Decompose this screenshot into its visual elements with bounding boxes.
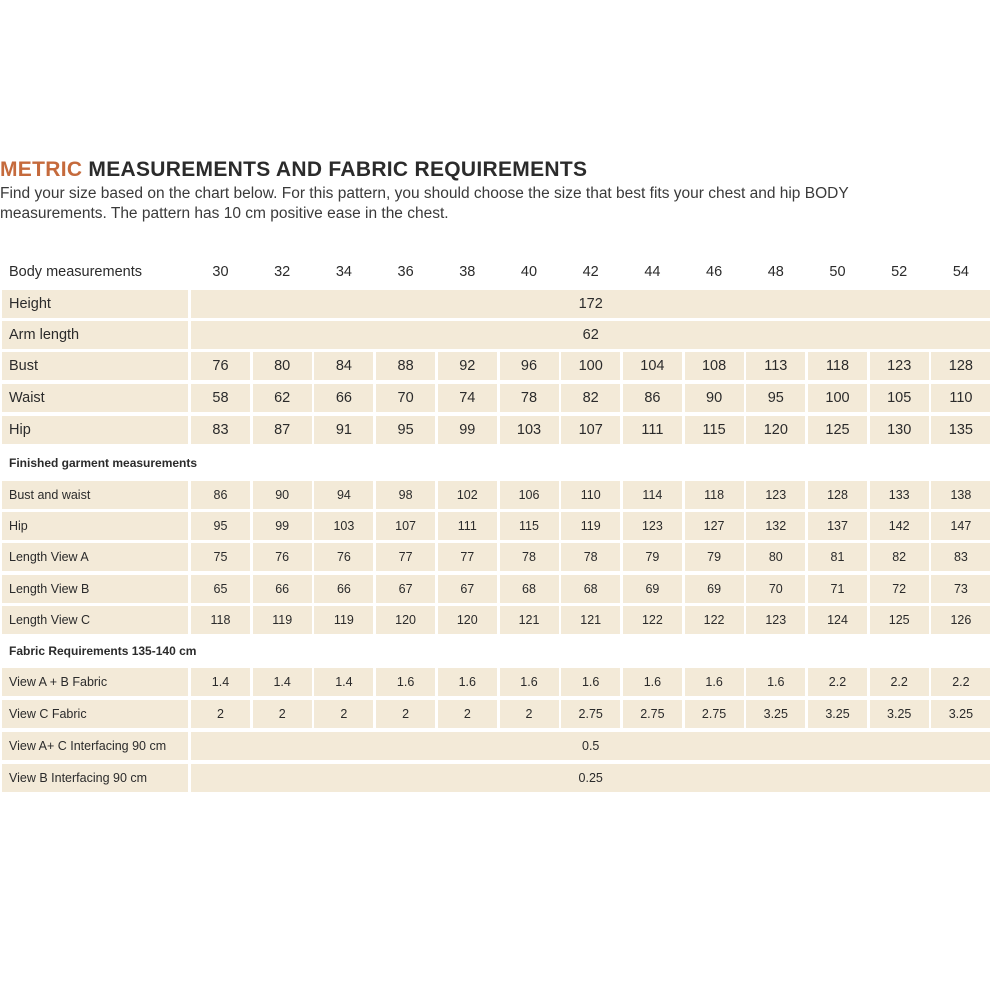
- table-cell: 99: [253, 512, 312, 540]
- header-label: Body measurements: [9, 264, 142, 280]
- table-cell: 142: [870, 512, 929, 540]
- table-cell: 124: [808, 606, 867, 634]
- table-cell: 1.6: [500, 668, 559, 696]
- table-cell: 75: [191, 543, 250, 571]
- table-cell: 122: [623, 606, 682, 634]
- table-cell: 128: [808, 481, 867, 509]
- table-cell: 133: [870, 481, 929, 509]
- table-cell: 99: [438, 416, 497, 444]
- table-cell: 110: [931, 384, 990, 412]
- table-cell: 2: [253, 700, 312, 728]
- table-cell: 102: [438, 481, 497, 509]
- table-cell: 111: [623, 416, 682, 444]
- table-cell: 138: [931, 481, 990, 509]
- size-header-46: 46: [706, 264, 723, 280]
- table-cell: 95: [376, 416, 435, 444]
- table-cell: 2.2: [870, 668, 929, 696]
- table-cell: 74: [438, 384, 497, 412]
- table-cell: 80: [746, 543, 805, 571]
- table-cell: 67: [438, 575, 497, 603]
- row-label-length-view-c: Length View C: [2, 606, 188, 634]
- section-title: Finished garment measurements: [9, 456, 198, 470]
- row-label-arm-length: Arm length: [2, 321, 188, 349]
- table-cell: 82: [870, 543, 929, 571]
- table-cell: 70: [376, 384, 435, 412]
- table-cell: 70: [746, 575, 805, 603]
- table-cell: 81: [808, 543, 867, 571]
- table-cell: 121: [500, 606, 559, 634]
- table-cell: 77: [376, 543, 435, 571]
- table-cell: 73: [931, 575, 990, 603]
- table-cell: 90: [685, 384, 744, 412]
- table-cell: 119: [561, 512, 620, 540]
- table-cell: 67: [376, 575, 435, 603]
- merged-cell: 0.25: [191, 764, 990, 792]
- size-header-30: 30: [212, 264, 229, 280]
- table-cell: 76: [191, 352, 250, 380]
- table-cell: 86: [191, 481, 250, 509]
- table-cell: 76: [314, 543, 373, 571]
- size-header-52: 52: [891, 264, 908, 280]
- table-cell: 87: [253, 416, 312, 444]
- table-cell: 114: [623, 481, 682, 509]
- table-cell: 68: [561, 575, 620, 603]
- size-header-44: 44: [644, 264, 661, 280]
- size-header-42: 42: [582, 264, 599, 280]
- table-cell: 2.75: [623, 700, 682, 728]
- table-cell: 66: [253, 575, 312, 603]
- table-cell: 110: [561, 481, 620, 509]
- table-cell: 1.6: [561, 668, 620, 696]
- table-cell: 98: [376, 481, 435, 509]
- table-cell: 78: [561, 543, 620, 571]
- table-cell: 100: [808, 384, 867, 412]
- table-cell: 95: [191, 512, 250, 540]
- table-cell: 107: [376, 512, 435, 540]
- table-cell: 137: [808, 512, 867, 540]
- table-cell: 3.25: [870, 700, 929, 728]
- table-cell: 88: [376, 352, 435, 380]
- table-cell: 71: [808, 575, 867, 603]
- table-cell: 72: [870, 575, 929, 603]
- table-cell: 78: [500, 543, 559, 571]
- table-cell: 123: [870, 352, 929, 380]
- table-cell: 3.25: [931, 700, 990, 728]
- page-title: [0, 158, 587, 182]
- table-cell: 132: [746, 512, 805, 540]
- table-cell: 104: [623, 352, 682, 380]
- table-cell: 2: [376, 700, 435, 728]
- table-cell: 122: [685, 606, 744, 634]
- table-cell: 100: [561, 352, 620, 380]
- row-label-bust: Bust: [2, 352, 188, 380]
- table-cell: 1.4: [191, 668, 250, 696]
- table-cell: 83: [931, 543, 990, 571]
- table-cell: 96: [500, 352, 559, 380]
- intro-line: measurements. The pattern has 10 cm positive ease in the chest.: [0, 205, 449, 222]
- intro-line: Find your size based on the chart below. For this pattern, you should choose the size that best fits your chest and hip BODY: [0, 185, 849, 202]
- table-cell: 79: [623, 543, 682, 571]
- table-cell: 2: [191, 700, 250, 728]
- table-cell: 1.6: [746, 668, 805, 696]
- table-cell: 103: [314, 512, 373, 540]
- row-label-view-b-interfacing-90-cm: View B Interfacing 90 cm: [2, 764, 188, 792]
- table-cell: 1.4: [253, 668, 312, 696]
- table-cell: 76: [253, 543, 312, 571]
- row-label-view-c-fabric: View C Fabric: [2, 700, 188, 728]
- table-cell: 2.2: [931, 668, 990, 696]
- table-cell: 69: [623, 575, 682, 603]
- size-header-48: 48: [767, 264, 784, 280]
- table-cell: 128: [931, 352, 990, 380]
- row-label-length-view-a: Length View A: [2, 543, 188, 571]
- table-cell: 115: [500, 512, 559, 540]
- table-cell: 2: [314, 700, 373, 728]
- row-label-bust-and-waist: Bust and waist: [2, 481, 188, 509]
- table-cell: 95: [746, 384, 805, 412]
- table-cell: 111: [438, 512, 497, 540]
- table-cell: 1.6: [376, 668, 435, 696]
- section-title: Fabric Requirements 135-140 cm: [9, 644, 197, 658]
- row-label-waist: Waist: [2, 384, 188, 412]
- table-cell: 58: [191, 384, 250, 412]
- size-header-34: 34: [335, 264, 352, 280]
- intro-text: [0, 184, 990, 224]
- table-cell: 80: [253, 352, 312, 380]
- table-cell: 2: [500, 700, 559, 728]
- row-label-hip: Hip: [2, 416, 188, 444]
- table-cell: 68: [500, 575, 559, 603]
- table-cell: 82: [561, 384, 620, 412]
- table-cell: 125: [808, 416, 867, 444]
- title-rest: MEASUREMENTS AND FABRIC REQUIREMENTS: [82, 158, 588, 181]
- table-cell: 119: [314, 606, 373, 634]
- table-cell: 118: [685, 481, 744, 509]
- table-cell: 120: [746, 416, 805, 444]
- table-cell: 125: [870, 606, 929, 634]
- table-cell: 2.2: [808, 668, 867, 696]
- table-cell: 77: [438, 543, 497, 571]
- table-cell: 2.75: [685, 700, 744, 728]
- table-cell: 108: [685, 352, 744, 380]
- table-cell: 2.75: [561, 700, 620, 728]
- size-header-54: 54: [952, 264, 969, 280]
- table-cell: 66: [314, 575, 373, 603]
- row-label-length-view-b: Length View B: [2, 575, 188, 603]
- table-cell: 78: [500, 384, 559, 412]
- table-cell: 65: [191, 575, 250, 603]
- merged-cell: 62: [191, 321, 990, 349]
- row-label-view-a-b-fabric: View A + B Fabric: [2, 668, 188, 696]
- merged-cell: 0.5: [191, 732, 990, 760]
- table-cell: 79: [685, 543, 744, 571]
- table-cell: 106: [500, 481, 559, 509]
- table-cell: 135: [931, 416, 990, 444]
- table-cell: 123: [623, 512, 682, 540]
- table-cell: 1.6: [438, 668, 497, 696]
- table-cell: 1.6: [685, 668, 744, 696]
- table-cell: 105: [870, 384, 929, 412]
- table-cell: 119: [253, 606, 312, 634]
- table-cell: 123: [746, 481, 805, 509]
- table-cell: 1.6: [623, 668, 682, 696]
- table-cell: 2: [438, 700, 497, 728]
- size-header-36: 36: [397, 264, 414, 280]
- table-cell: 86: [623, 384, 682, 412]
- merged-cell: 172: [191, 290, 990, 318]
- table-cell: 69: [685, 575, 744, 603]
- table-cell: 120: [376, 606, 435, 634]
- table-cell: 118: [808, 352, 867, 380]
- row-label-view-a-c-interfacing-90-cm: View A+ C Interfacing 90 cm: [2, 732, 188, 760]
- table-cell: 84: [314, 352, 373, 380]
- table-cell: 126: [931, 606, 990, 634]
- table-cell: 115: [685, 416, 744, 444]
- table-cell: 83: [191, 416, 250, 444]
- table-cell: 91: [314, 416, 373, 444]
- table-cell: 1.4: [314, 668, 373, 696]
- table-cell: 107: [561, 416, 620, 444]
- row-label-height: Height: [2, 290, 188, 318]
- table-cell: 94: [314, 481, 373, 509]
- table-cell: 92: [438, 352, 497, 380]
- table-cell: 103: [500, 416, 559, 444]
- table-cell: 113: [746, 352, 805, 380]
- table-cell: 3.25: [746, 700, 805, 728]
- size-header-32: 32: [274, 264, 291, 280]
- table-cell: 121: [561, 606, 620, 634]
- table-cell: 66: [314, 384, 373, 412]
- table-cell: 123: [746, 606, 805, 634]
- size-header-38: 38: [459, 264, 476, 280]
- row-label-hip: Hip: [2, 512, 188, 540]
- table-cell: 130: [870, 416, 929, 444]
- table-cell: 120: [438, 606, 497, 634]
- table-cell: 118: [191, 606, 250, 634]
- table-cell: 127: [685, 512, 744, 540]
- table-cell: 147: [931, 512, 990, 540]
- table-cell: 62: [253, 384, 312, 412]
- size-header-50: 50: [829, 264, 846, 280]
- table-cell: 90: [253, 481, 312, 509]
- size-header-40: 40: [520, 264, 538, 280]
- title-accent: METRIC: [0, 158, 83, 181]
- table-cell: 3.25: [808, 700, 867, 728]
